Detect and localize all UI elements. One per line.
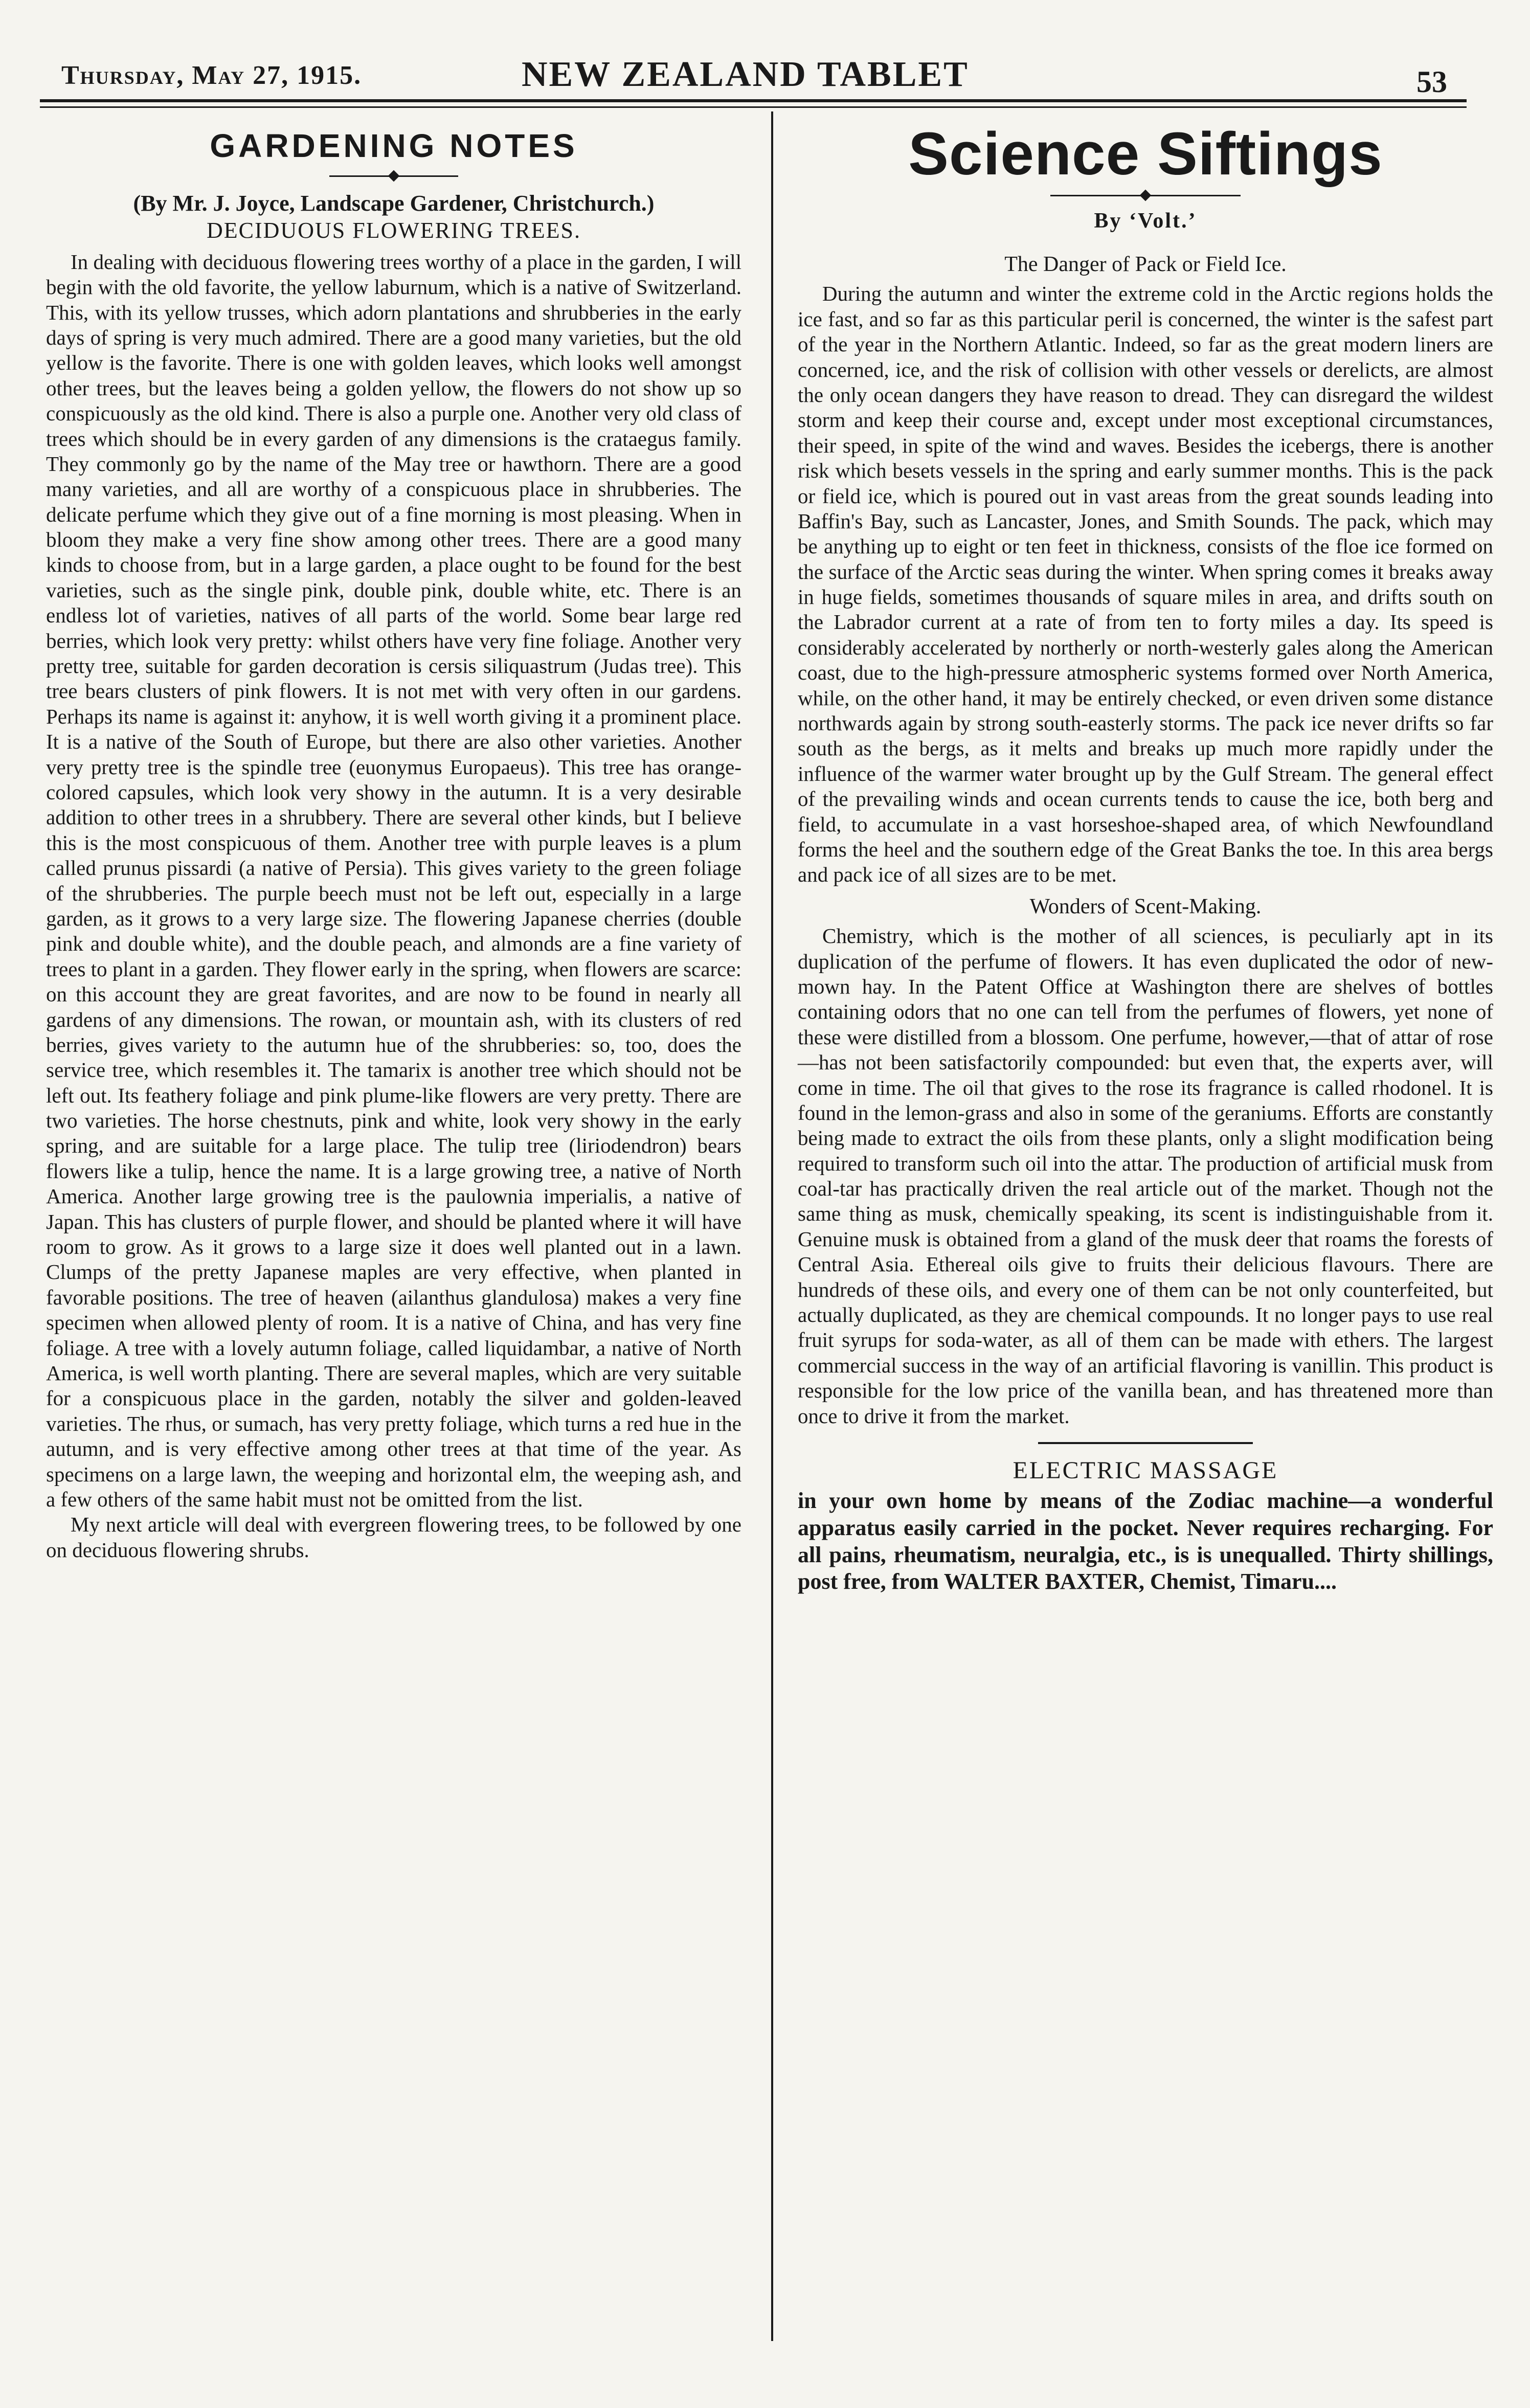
science-column bbox=[798, 119, 1493, 1595]
gardening-byline: (By Mr. J. Joyce, Landscape Gardener, Christchurch.) bbox=[133, 191, 655, 216]
advertisement-rule bbox=[1038, 1442, 1253, 1444]
article-text: Chemistry, which is the mother of all sciences, is peculiarly apt in its duplication of the perfume of flowers. It has even duplicated the odor of new-mown hay. In the Patent Office at Washington there are shelves of bottles containing odors that no one can tell from the perfumes of flowers, yet none of these were distilled from a blossom. One perfume, however,—that of attar of rose—has not been satisfactorily compounded: but even that, the experts aver, will come in time. The oil that gives to the rose its fragrance is called rhodonel. It is found in the lemon-grass and also in some of the geraniums. Efforts are constantly being made to extract the oils from these plants, only a slight modification being required to transform such oil into the attar. The production of artificial musk from coal-tar has practically driven the real article out of the market. Though not the same thing as musk, chemically speaking, its scent is indistinguishable from it. Genuine musk is obtained from a gland of the musk deer that roams the forests of Central Asia. Ethereal oils give to fruits their delicious flavours. There are hundreds of these oils, and every one of them can be not only counterfeited, but actually duplicated, as they are chemical compounds. It no longer pays to use real fruit syrups for soda-water, as all of them can be made with ethers. The largest commercial success in the way of an artificial flavoring is vanillin. This product is responsible for the low price of the vanilla bean, and has threatened more than once to drive it from the market. bbox=[798, 924, 1493, 1428]
gardening-paragraph-1: In dealing with deciduous flowering trees worthy of a place in the garden, I will begin with the old favorite, the yellow laburnum, which is a native of Switzerland. This, with its yellow trusses, which adorn plantations and shrubberies in the early days of spring is very much admired. There are a good many varieties, but the old yellow is the favorite. There is one with golden leaves, which looks well amongst other trees, but the leaves being a golden yellow, the flowers do not show up so conspicuously as the old kind. There is also a purple one. Another very old class of trees which should be in every garden of any dimensions is the crataegus family. They commonly go by the name of the May tree or hawthorn. There are a good many varieties, and all are worthy of a conspicuous place in shrubberies. The delicate perfume which they give out of a fine morning is most pleasing. When in bloom they make a very fine show among other trees. There are a good many kinds to choose from, but in a large garden, a place ought to be found for the best varieties, such as the single pink, double pink, double white, etc. There is an endless lot of varieties, natives of all parts of the world. Some bear large red berries, which look very pretty: whilst others have very fine foliage. Another very pretty tree, suitable for garden decoration is cersis siliquastrum (Judas tree). This tree bears clusters of pink flowers. It is not met with very often in our gardens. Perhaps its name is against it: anyhow, it is well worth giving it a prominent place. It is a native of the South of Europe, but there are also other varieties. Another very pretty tree is the spindle tree (euonymus Europaeus). This tree has orange-colored capsules, which look very showy in the autumn. It is a very desirable addition to other trees in a shrubbery. There are several other kinds, but I believe this is the most conspicuous of them. Another tree with purple leaves is a plum called prunus pissardi (a native of Persia). This gives variety to the green foliage of the shrubberies. The purple beech must not be left out, especially in a large garden, as it grows to a very large size. The flowering Japanese cherries (double pink and double white), and the double peach, and almonds are a fine variety of trees to plant in a garden. They flower early in the spring, when flowers are scarce: on this account they are great favorites, and are now to be found in nearly all gardens of any dimensions. The rowan, or mountain ash, with its clusters of red berries, gives variety to the autumn hue of the shrubberies: so, too, does the service tree, which resembles it. The tamarix is another tree which should not be left out. Its feathery foliage and pink plume-like flowers are very pretty. There are two varieties. The horse chestnuts, pink and white, look very showy in the early spring, and are suitable for a large place. The tulip tree (liriodendron) bears flowers like a tulip, hence the name. It is a large growing tree, a native of North America. Another large growing tree is the paulownia imperialis, a native of Japan. This has clusters of purple flower, and should be planted where it will have room to grow. As it grows to a large size it does well planted out in a lawn. Clumps of the pretty Japanese maples are very effective, when planted in favorable positions. The tree of heaven (ailanthus glandulosa) makes a very fine specimen when allowed plenty of room. It is a native of China, and has very fine foliage. A tree with a lovely autumn foliage, called liquidambar, a native of North America, is well worth planting. There are several maples, which are very suitable for a conspicuous place in the garden, notably the silver and golden-leaved varieties. The rhus, or sumach, has very pretty foliage, which turns a red hue in the autumn, and is very effective among other trees at that time of the year. As specimens on a large lawn, the weeping and horizontal elm, the weeping ash, and a few others of the same habit must not be omitted from the list. bbox=[46, 250, 741, 1511]
diamond-ornament-icon bbox=[1140, 190, 1152, 201]
gardening-column bbox=[46, 119, 741, 1563]
gardening-heading: GARDENING NOTES bbox=[210, 127, 578, 164]
article-title: Wonders of Scent-Making. bbox=[1029, 894, 1262, 918]
ornament-divider bbox=[798, 191, 1493, 199]
article-text: During the autumn and winter the extreme cold in the Arctic regions holds the ice fast, and so far as this particular peril is concerned, the winter is the safest part of the year in the Northern Atlantic. Indeed, so far as the great modern liners are concerned, ice, and the risk of collision with other vessels or derelicts, are almost the only ocean dangers they have reason to dread. They can disregard the wildest storm and keep their course and, except under most exceptional circumstances, their speed, in spite of the wind and waves. Besides the icebergs, there is another risk which besets vessels in the spring and early summer months. This is the pack or field ice, which is poured out in vast areas from the great sounds leading into Baffin's Bay, such as Lancaster, Jones, and Smith Sounds. The pack, which may be anything up to eight or ten feet in thickness, consists of the floe ice formed on the surface of the Arctic seas during the winter. When spring comes it breaks away in huge fields, sometimes thousands of square miles in area, and drifts south on the Labrador current at a rate of from ten to forty miles a day. Its speed is considerably accelerated by northerly or north-westerly gales along the American coast, due to the high-pressure atmospheric systems formed over North America, while, on the other hand, it may be entirely checked, or even driven some distance northwards again by strong south-easterly storms. The pack ice never drifts so far south as the bergs, as it melts and breaks up much more rapidly under the influence of the warmer water brought up by the Gulf Stream. The general effect of the prevailing winds and ocean currents tends to cause the ice, both berg and field, to accumulate in a vast horseshoe-shaped area, of which Newfoundland forms the heel and the southern edge of the Great Banks the toe. In this area bergs and pack ice of all sizes are to be met. bbox=[798, 282, 1493, 887]
article-title: The Danger of Pack or Field Ice. bbox=[1004, 253, 1287, 276]
science-heading: Science Siftings bbox=[908, 120, 1383, 188]
science-byline: By ‘Volt.’ bbox=[1094, 209, 1197, 233]
diamond-ornament-icon bbox=[388, 170, 400, 182]
ornament-divider bbox=[46, 172, 741, 180]
masthead-rule bbox=[40, 99, 1467, 102]
advertisement-text: in your own home by means of the Zodiac machine—a wonderful apparatus easily carried in the pocket. Never requires recharging. For all pains, rheumatism, neuralgia, etc., is is unequalled. Thirty shillings, post free, from WALTER BAXTER, Chemist, Timaru.... bbox=[798, 1488, 1493, 1594]
gardening-subheading: DECIDUOUS FLOWERING TREES. bbox=[207, 218, 581, 243]
column-divider bbox=[771, 111, 773, 2341]
page-number: 53 bbox=[1416, 65, 1447, 99]
issue-date: Thursday, May 27, 1915. bbox=[61, 61, 362, 90]
masthead-rule-thin bbox=[40, 106, 1467, 108]
gardening-paragraph-2: My next article will deal with evergreen flowering trees, to be followed by one on deciduous flowering shrubs. bbox=[46, 1513, 741, 1562]
advertisement-heading: ELECTRIC MASSAGE bbox=[1012, 1456, 1278, 1484]
newspaper-title: NEW ZEALAND TABLET bbox=[522, 55, 969, 94]
